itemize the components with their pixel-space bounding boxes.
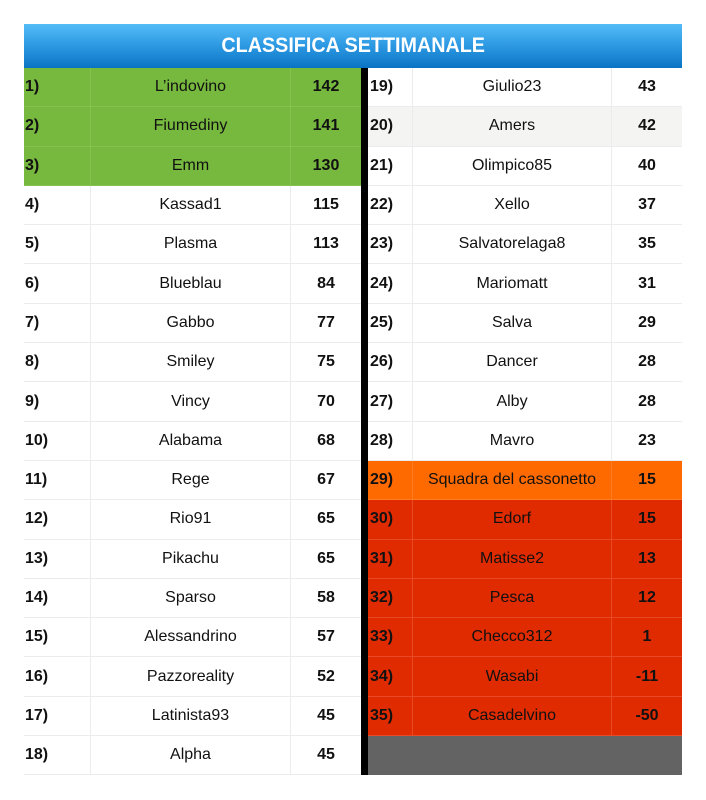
points-cell: 45 xyxy=(317,746,335,764)
player-name-cell: Xello xyxy=(413,186,612,224)
points-cell: 52 xyxy=(317,667,335,685)
points-cell: 35 xyxy=(638,235,656,253)
player-name-cell: Dancer xyxy=(413,343,612,381)
player-name-cell: Alpha xyxy=(91,736,291,774)
table-row xyxy=(24,147,361,186)
points-cell: 15 xyxy=(638,510,656,528)
points-cell: 65 xyxy=(317,549,335,567)
table-row xyxy=(368,697,682,736)
points-cell: 130 xyxy=(312,156,340,174)
points-cell: 31 xyxy=(638,274,656,292)
player-name-cell: Alessandrino xyxy=(91,618,291,656)
table-row xyxy=(368,343,682,382)
player-name-cell: Fiumediny xyxy=(91,107,291,145)
player-name-cell: Blueblau xyxy=(91,264,291,302)
table-row xyxy=(24,382,361,421)
rank-cell: 31) xyxy=(368,540,413,578)
player-name-cell: Edorf xyxy=(413,500,612,538)
player-name-cell: Casadelvino xyxy=(413,697,612,735)
player-name-cell: Squadra del cassonetto xyxy=(413,461,612,499)
rank-cell: 3) xyxy=(24,147,91,185)
rank-cell: 32) xyxy=(368,579,413,617)
points-cell: 65 xyxy=(317,510,335,528)
table-row xyxy=(368,540,682,579)
points-cell: 28 xyxy=(638,353,656,371)
rank-cell: 9) xyxy=(24,382,91,420)
points-cell: 58 xyxy=(317,589,335,606)
player-name-cell: Kassad1 xyxy=(91,186,291,224)
points-cell: 141 xyxy=(312,117,340,135)
table-row xyxy=(368,618,682,657)
points-cell: 45 xyxy=(317,706,335,724)
player-name-cell: Latinista93 xyxy=(91,697,291,735)
leaderboard-title: CLASSIFICA SETTIMANALE xyxy=(221,34,485,57)
rank-cell: 24) xyxy=(368,264,413,302)
table-row xyxy=(24,107,361,146)
rank-cell: 27) xyxy=(368,382,413,420)
player-name-cell: Rege xyxy=(91,461,291,499)
empty-filler-row xyxy=(368,736,682,775)
rank-cell: 14) xyxy=(24,579,91,617)
leaderboard-header xyxy=(24,24,682,68)
player-name-cell: Gabbo xyxy=(91,304,291,342)
column-separator xyxy=(361,68,368,775)
player-name-cell: Pesca xyxy=(413,579,612,617)
points-cell: 75 xyxy=(317,353,335,371)
table-row xyxy=(24,618,361,657)
table-row xyxy=(24,264,361,303)
rank-cell: 21) xyxy=(368,147,413,185)
rank-cell: 8) xyxy=(24,343,91,381)
table-row xyxy=(368,264,682,303)
points-cell: 70 xyxy=(317,392,335,410)
table-row xyxy=(24,186,361,225)
rank-cell: 12) xyxy=(24,500,91,538)
player-name-cell: L’indovino xyxy=(91,68,291,106)
player-name-cell: Sparso xyxy=(91,579,291,617)
table-row xyxy=(368,461,682,500)
points-cell: 23 xyxy=(638,431,656,449)
player-name-cell: Salvatorelaga8 xyxy=(413,225,612,263)
table-row xyxy=(24,461,361,500)
table-row xyxy=(368,147,682,186)
rank-cell: 15) xyxy=(24,618,91,656)
player-name-cell: Pikachu xyxy=(91,540,291,578)
table-row xyxy=(24,343,361,382)
table-row xyxy=(24,579,361,618)
rank-cell: 28) xyxy=(368,422,413,460)
player-name-cell: Rio91 xyxy=(91,500,291,538)
rank-cell: 18) xyxy=(24,736,91,774)
player-name-cell: Alby xyxy=(413,382,612,420)
points-cell: 13 xyxy=(638,549,656,567)
points-cell: 15 xyxy=(638,471,656,489)
rank-cell: 13) xyxy=(24,540,91,578)
rank-cell: 25) xyxy=(368,304,413,342)
table-row xyxy=(368,186,682,225)
rank-cell: 1) xyxy=(24,68,91,106)
points-cell: 42 xyxy=(638,117,656,135)
table-row xyxy=(24,422,361,461)
points-cell: 113 xyxy=(313,235,339,253)
table-row xyxy=(368,68,682,107)
rank-cell: 17) xyxy=(24,697,91,735)
points-cell: 12 xyxy=(638,589,656,606)
table-row xyxy=(24,68,361,107)
rank-cell: 6) xyxy=(24,264,91,302)
player-name-cell: Pazzoreality xyxy=(91,657,291,695)
table-row xyxy=(368,382,682,421)
player-name-cell: Mariomatt xyxy=(413,264,612,302)
rank-cell: 16) xyxy=(24,657,91,695)
rank-cell: 33) xyxy=(368,618,413,656)
player-name-cell: Matisse2 xyxy=(413,540,612,578)
rank-cell: 11) xyxy=(24,461,91,499)
player-name-cell: Emm xyxy=(91,147,291,185)
rank-cell: 5) xyxy=(24,225,91,263)
player-name-cell: Salva xyxy=(413,304,612,342)
table-row xyxy=(24,697,361,736)
points-cell: 40 xyxy=(638,156,656,174)
rank-cell: 29) xyxy=(368,461,413,499)
points-cell: 43 xyxy=(638,78,656,96)
table-row xyxy=(24,225,361,264)
table-row xyxy=(24,500,361,539)
player-name-cell: Plasma xyxy=(91,225,291,263)
rank-cell: 4) xyxy=(24,186,91,224)
points-cell: 115 xyxy=(313,196,339,214)
player-name-cell: Amers xyxy=(413,107,612,145)
table-row xyxy=(24,736,361,775)
player-name-cell: Mavro xyxy=(413,422,612,460)
rank-cell: 26) xyxy=(368,343,413,381)
player-name-cell: Olimpico85 xyxy=(413,147,612,185)
player-name-cell: Vincy xyxy=(91,382,291,420)
points-cell: 67 xyxy=(317,471,335,489)
points-cell: 37 xyxy=(638,196,656,214)
table-row xyxy=(24,304,361,343)
leaderboard-left-column xyxy=(24,68,361,775)
rank-cell: 35) xyxy=(368,697,413,735)
points-cell: 142 xyxy=(312,78,340,96)
points-cell: 84 xyxy=(317,274,335,292)
points-cell: 28 xyxy=(638,392,656,410)
player-name-cell: Alabama xyxy=(91,422,291,460)
rank-cell: 7) xyxy=(24,304,91,342)
table-row xyxy=(24,657,361,696)
rank-cell: 20) xyxy=(368,107,413,145)
player-name-cell: Wasabi xyxy=(413,657,612,695)
rank-cell: 34) xyxy=(368,657,413,695)
table-row xyxy=(368,422,682,461)
points-cell: 77 xyxy=(317,313,335,331)
rank-cell: 2) xyxy=(24,107,91,145)
table-row xyxy=(368,304,682,343)
table-row xyxy=(368,500,682,539)
points-cell: 57 xyxy=(317,628,335,646)
table-row xyxy=(368,657,682,696)
player-name-cell: Giulio23 xyxy=(413,68,612,106)
leaderboard-right-column xyxy=(368,68,682,775)
rank-cell: 23) xyxy=(368,225,413,263)
weekly-leaderboard xyxy=(24,24,682,775)
points-cell: 1 xyxy=(642,628,652,646)
table-row xyxy=(368,225,682,264)
rank-cell: 30) xyxy=(368,500,413,538)
points-cell: 29 xyxy=(638,313,656,331)
points-cell: -50 xyxy=(635,706,659,724)
points-cell: -11 xyxy=(635,667,659,685)
rank-cell: 10) xyxy=(24,422,91,460)
rank-cell: 19) xyxy=(368,68,413,106)
player-name-cell: Smiley xyxy=(91,343,291,381)
rank-cell: 22) xyxy=(368,186,413,224)
table-row xyxy=(368,579,682,618)
table-row xyxy=(24,540,361,579)
points-cell: 68 xyxy=(317,431,335,449)
table-row xyxy=(368,107,682,146)
player-name-cell: Checco312 xyxy=(413,618,612,656)
